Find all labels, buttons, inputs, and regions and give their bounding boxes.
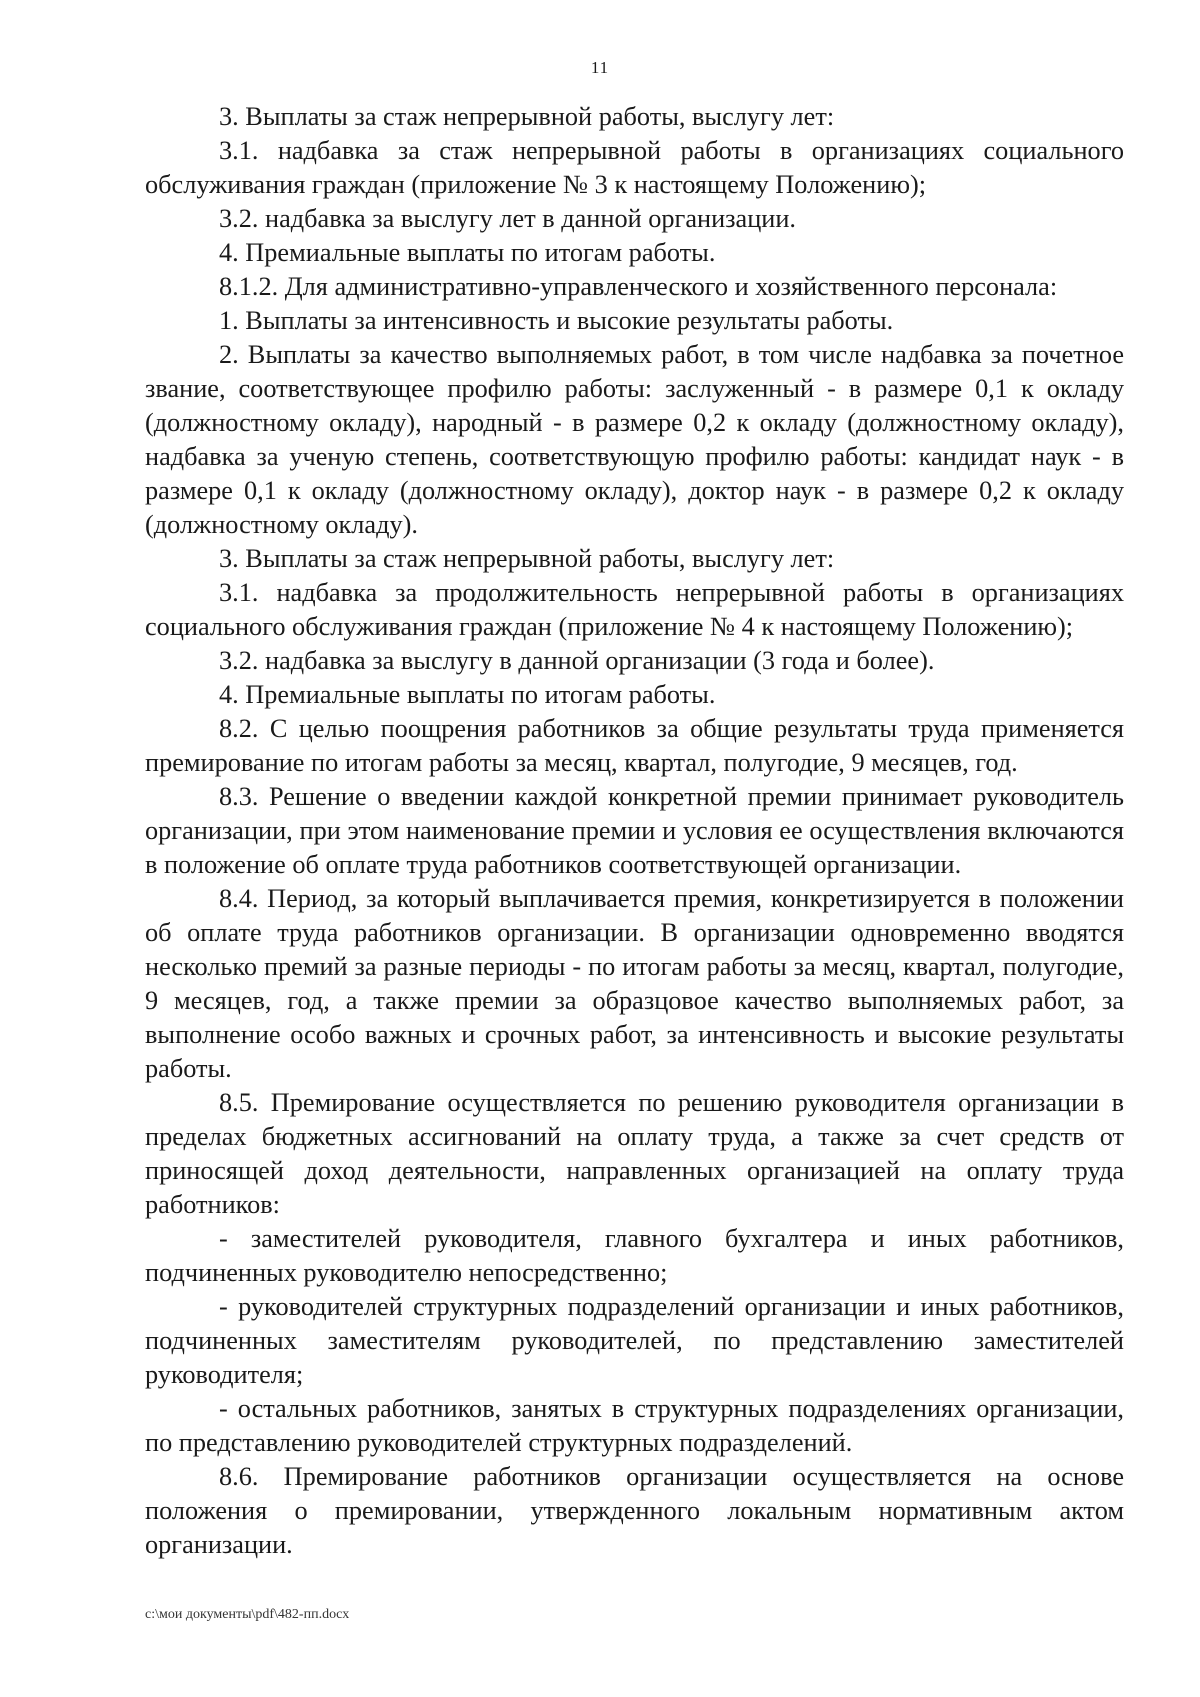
paragraph: 8.1.2. Для административно-управленческого и хозяйственного персонала: <box>219 272 1058 301</box>
footer-file-path: c:\мои документы\pdf\482-пп.docx <box>145 1607 350 1622</box>
paragraph: 1. Выплаты за интенсивность и высокие результаты работы. <box>219 306 894 335</box>
list-item: - заместителей руководителя, главного бухгалтера и иных работников, подчиненных руководителю непосредственно; <box>145 1224 1124 1287</box>
paragraph: 3.1. надбавка за продолжительность непрерывной работы в организациях социального обслуживания граждан (приложение № 4 к настоящему Положению); <box>145 578 1124 641</box>
paragraph: 3. Выплаты за стаж непрерывной работы, выслугу лет: <box>219 544 835 573</box>
document-body <box>145 100 1124 1562</box>
paragraph: 8.4. Период, за который выплачивается премия, конкретизируется в положении об оплате труда работников организации. В организации одновременно вводятся несколько премий за разные периоды - по итогам работы за месяц, квартал, полугодие, 9 месяцев, год, а также премии за образцовое качество выполняемых работ, за выполнение особо важных и срочных работ, за интенсивность и высокие результаты работы. <box>145 884 1124 1083</box>
paragraph: 4. Премиальные выплаты по итогам работы. <box>219 238 716 267</box>
paragraph: 3.1. надбавка за стаж непрерывной работы в организациях социального обслуживания граждан (приложение № 3 к настоящему Положению); <box>145 136 1124 199</box>
paragraph: 8.2. С целью поощрения работников за общие результаты труда применяется премирование по итогам работы за месяц, квартал, полугодие, 9 месяцев, год. <box>145 714 1124 777</box>
paragraph: 3.2. надбавка за выслугу лет в данной организации. <box>219 204 797 233</box>
paragraph: 3. Выплаты за стаж непрерывной работы, выслугу лет: <box>219 102 835 131</box>
list-item: - остальных работников, занятых в структурных подразделениях организации, по представлению руководителей структурных подразделений. <box>145 1394 1124 1457</box>
paragraph: 8.6. Премирование работников организации осуществляется на основе положения о премировании, утвержденного локальным нормативным актом организации. <box>145 1462 1124 1559</box>
paragraph: 2. Выплаты за качество выполняемых работ, в том числе надбавка за почетное звание, соответствующее профилю работы: заслуженный - в размере 0,1 к окладу (должностному окладу), народный - в размере 0,2 к окладу (должностному окладу), надбавка за ученую степень, соответствующую профилю работы: кандидат наук - в размере 0,1 к окладу (должностному окладу), доктор наук - в размере 0,2 к окладу (должностному окладу). <box>145 340 1124 539</box>
page-number: 11 <box>590 58 610 77</box>
list-item: - руководителей структурных подразделений организации и иных работников, подчиненных заместителям руководителей, по представлению заместителей руководителя; <box>145 1292 1124 1389</box>
paragraph: 8.5. Премирование осуществляется по решению руководителя организации в пределах бюджетных ассигнований на оплату труда, а также за счет средств от приносящей доход деятельности, направленных организацией на оплату труда работников: <box>145 1088 1124 1219</box>
paragraph: 4. Премиальные выплаты по итогам работы. <box>219 680 716 709</box>
paragraph: 8.3. Решение о введении каждой конкретной премии принимает руководитель организации, при этом наименование премии и условия ее осуществления включаются в положение об оплате труда работников соответствующей организации. <box>145 782 1124 879</box>
paragraph: 3.2. надбавка за выслугу в данной организации (3 года и более). <box>219 646 935 675</box>
